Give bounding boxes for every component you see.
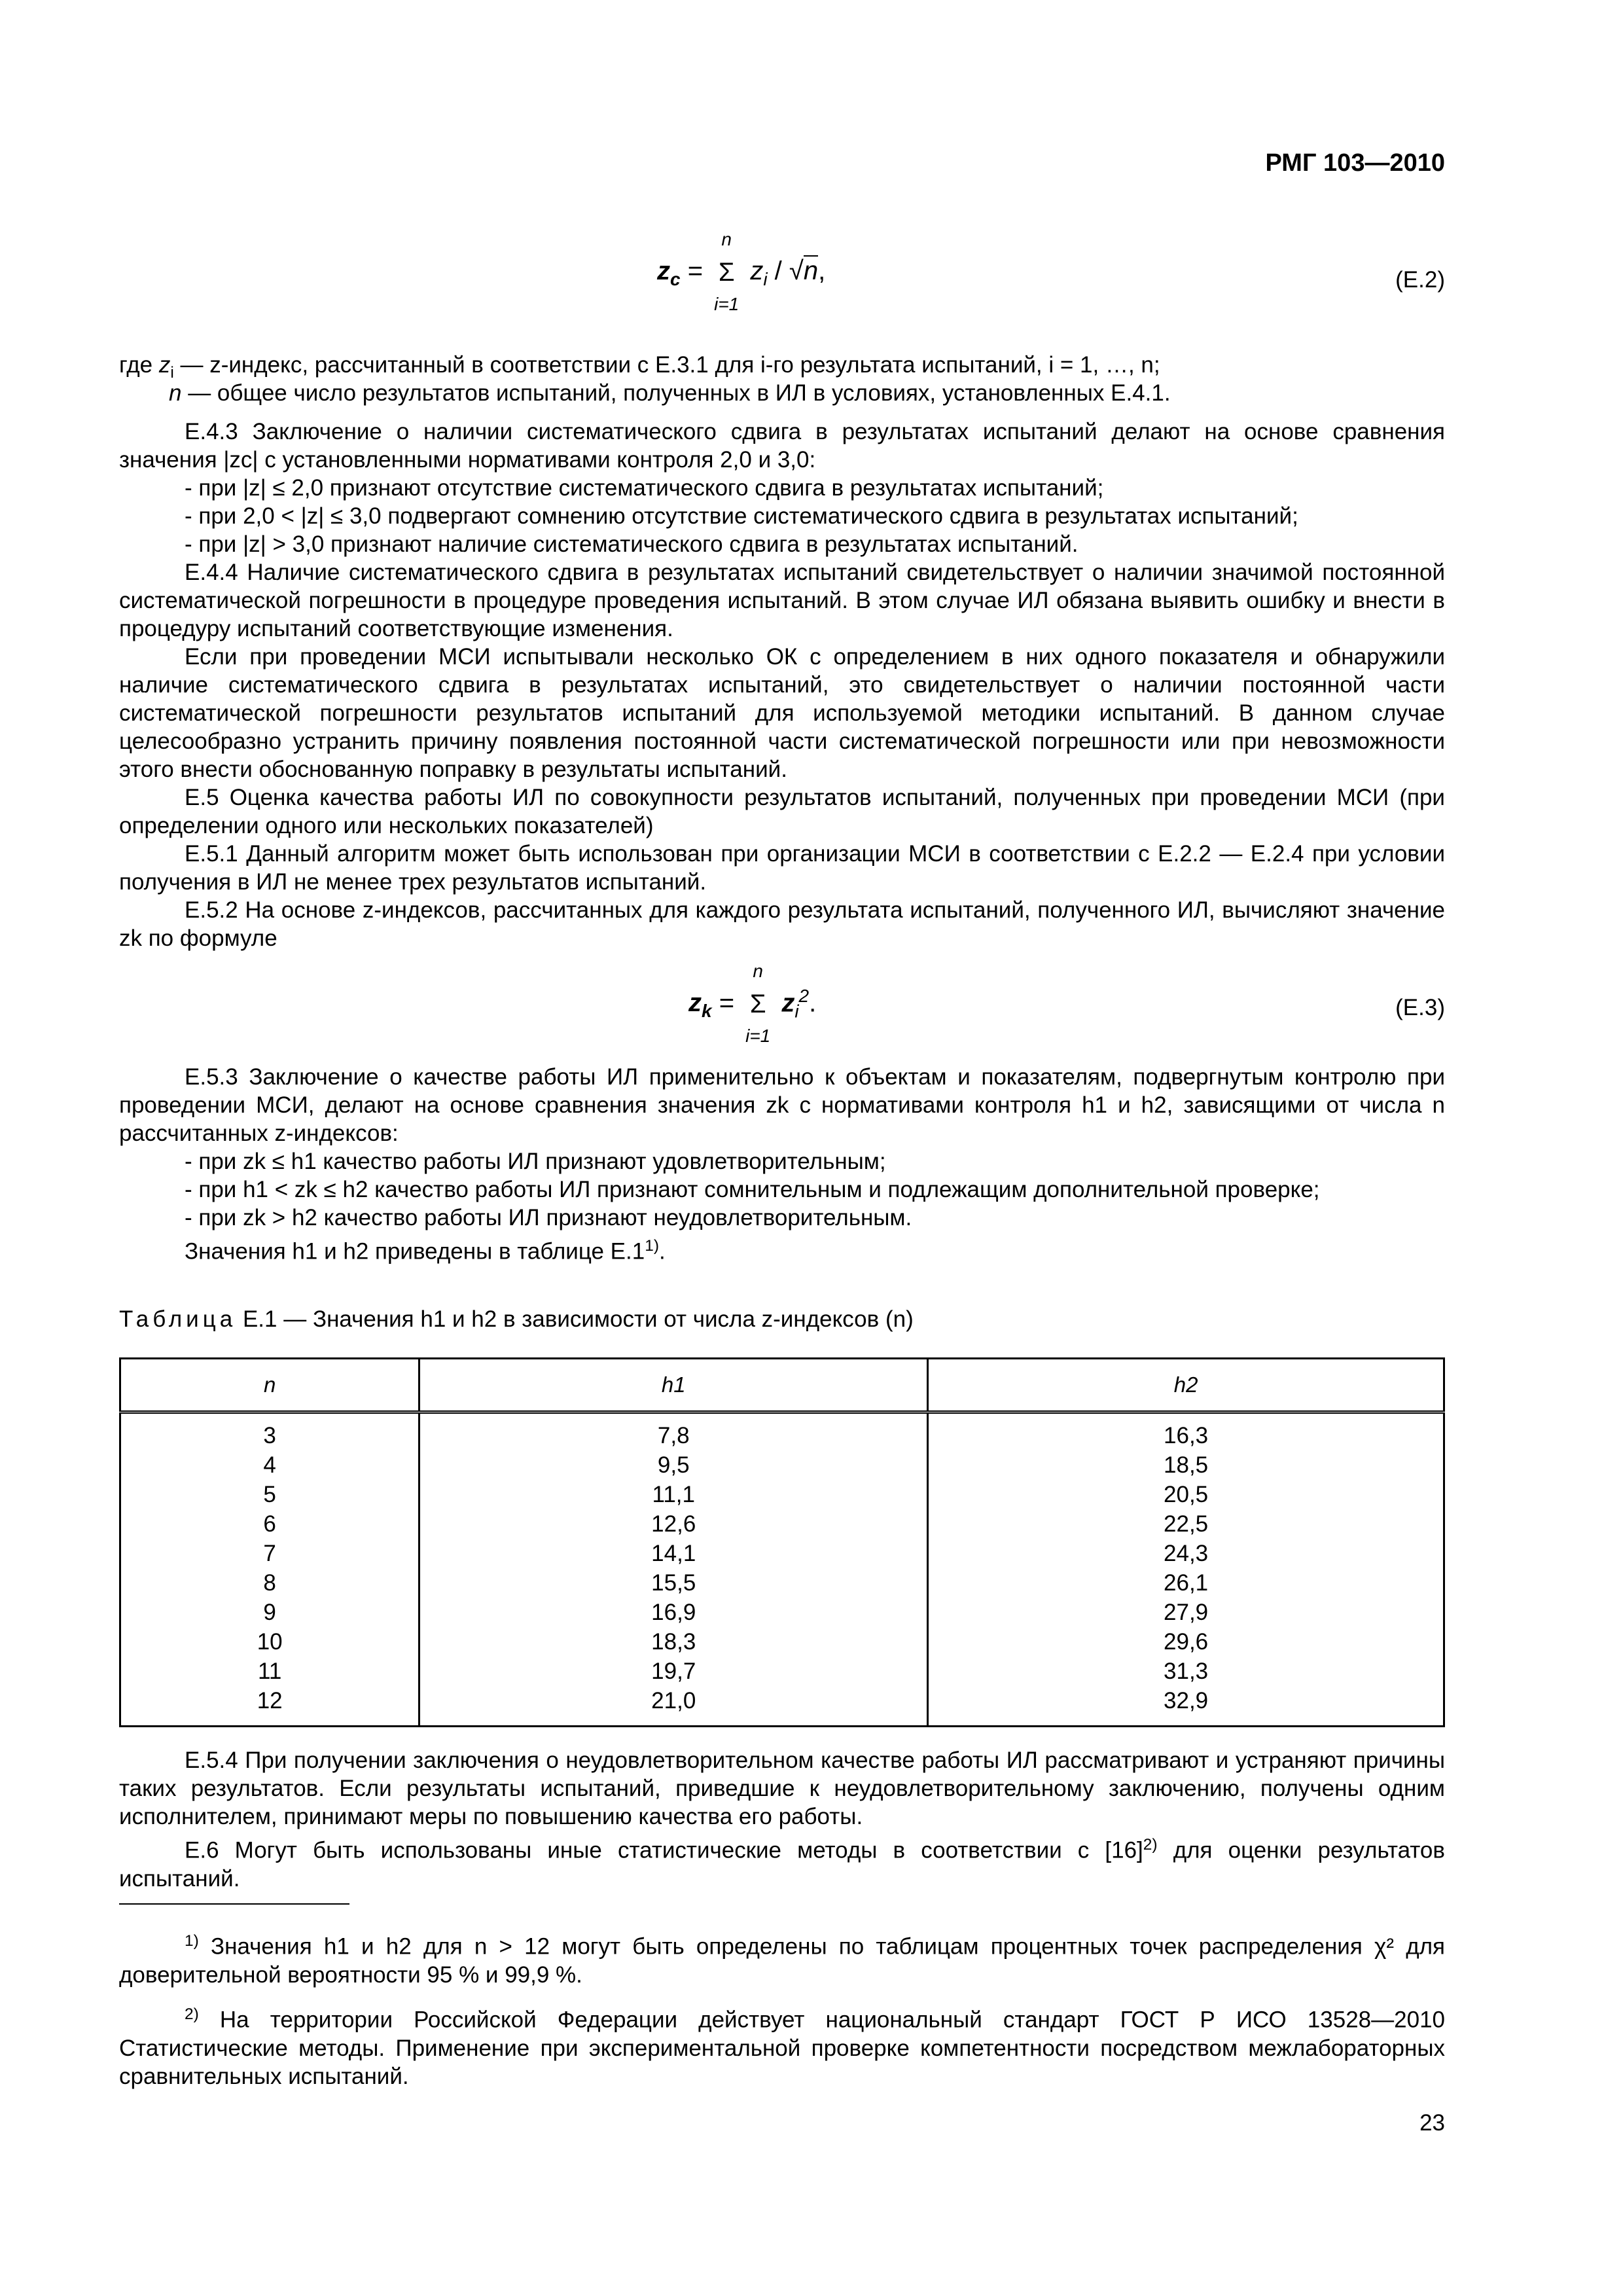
cell-n: 6 xyxy=(120,1509,419,1539)
cell-h2: 24,3 xyxy=(928,1539,1444,1568)
table-row xyxy=(120,1480,1444,1509)
cell-h1: 7,8 xyxy=(419,1412,928,1451)
cell-h1: 11,1 xyxy=(419,1480,928,1509)
cell-h1: 15,5 xyxy=(419,1568,928,1598)
table-row xyxy=(120,1598,1444,1627)
cell-n: 7 xyxy=(120,1539,419,1568)
cell-n: 8 xyxy=(120,1568,419,1598)
cell-h1: 16,9 xyxy=(419,1598,928,1627)
paragraph-e44: Е.4.4 Наличие систематического сдвига в результатах испытаний свидетельствует о наличии значимой постоянной систематической погрешности в процедуре проведения испытаний. В этом случае ИЛ обязана выявить ошибку и внести в процедуру испытаний соответствующие изменения. xyxy=(119,560,1445,641)
footnote-text-1: Значения h1 и h2 для n > 12 могут быть определены по таблицам процентных точек распределения χ² для доверительной вероятности 95 % и 99,9 %. xyxy=(119,1933,1445,1988)
paragraph-e43: Е.4.3 Заключение о наличии систематического сдвига в результатах испытаний делают на основе сравнения значения |zc| с установленными нормативами контроля 2,0 и 3,0: xyxy=(119,419,1445,473)
footnote-mark-2: 2) xyxy=(185,2005,199,2023)
formula-e3-number: (Е.3) xyxy=(1395,995,1445,1020)
formula-e3-sum-upper: n xyxy=(753,961,763,982)
footnote-mark-1: 1) xyxy=(185,1932,199,1950)
cell-n: 9 xyxy=(120,1598,419,1627)
formula-e2-tail: , xyxy=(818,257,826,285)
paragraph-e52: Е.5.2 На основе z-индексов, рассчитанных для каждого результата испытаний, полученного ИЛ, вычисляют значение zk по формуле xyxy=(119,897,1445,951)
column-header-h1: h1 xyxy=(419,1359,928,1412)
formula-e2-lhs-sub: c xyxy=(670,269,681,289)
formula-e3-sum-lower: i=1 xyxy=(745,1026,771,1047)
formula-e2-number: (Е.2) xyxy=(1395,267,1445,293)
formula-e2-body: z xyxy=(750,257,764,285)
cell-n: 4 xyxy=(120,1450,419,1480)
formula-e3-tail: . xyxy=(809,988,817,1018)
cell-h2: 22,5 xyxy=(928,1509,1444,1539)
cell-h2: 31,3 xyxy=(928,1657,1444,1686)
list-item: - при h1 < zk ≤ h2 качество работы ИЛ признают сомнительным и подлежащим дополнительной проверке; xyxy=(185,1177,1320,1202)
formula-e3-lhs-sub: k xyxy=(702,1001,712,1022)
cell-h1: 19,7 xyxy=(419,1657,928,1686)
footnote-text-2: На территории Российской Федерации действует национальный стандарт ГОСТ Р ИСО 13528—2010 Статистические методы. Применение при экспериментальной проверке компетентности посредством межлабораторных сравнительных испытаний. xyxy=(119,2007,1445,2089)
cell-h1: 9,5 xyxy=(419,1450,928,1480)
table-row xyxy=(120,1509,1444,1539)
table-row xyxy=(120,1412,1444,1451)
formula-e3-sum: n Σ i=1 xyxy=(741,990,774,1019)
table-row xyxy=(120,1539,1444,1568)
formula-e3-body-sup: 2 xyxy=(798,986,810,1006)
footnote-ref-1: 1) xyxy=(645,1237,660,1255)
list-item: - при |z| ≤ 2,0 признают отсутствие систематического сдвига в результатах испытаний; xyxy=(185,475,1104,501)
cell-n: 12 xyxy=(120,1686,419,1727)
cell-n: 10 xyxy=(120,1627,419,1657)
where-zi-definition: z-индекс, рассчитанный в соответствии с Е.3.1 для i-го результата испытаний, i = 1, …, n; xyxy=(209,352,1160,378)
formula-e3: $z_k$ = n Σ i=1 $z_i^2$. (Е.3) xyxy=(688,961,1445,1047)
cell-h1: 14,1 xyxy=(419,1539,928,1568)
where-symbol-zi: z xyxy=(158,352,171,378)
table-row xyxy=(120,1627,1444,1657)
formula-e3-body: z xyxy=(781,988,795,1018)
table-row xyxy=(120,1450,1444,1480)
where-n-definition: общее число результатов испытаний, полученных в ИЛ в условиях, установленных Е.4.1. xyxy=(217,380,1171,406)
footnote-divider xyxy=(119,1903,349,1905)
list-item: - при zk ≤ h1 качество работы ИЛ признают удовлетворительным; xyxy=(185,1149,886,1174)
standard-code: РМГ 103—2010 xyxy=(1265,149,1445,177)
paragraph-e51: Е.5.1 Данный алгоритм может быть использован при организации МСИ в соответствии с Е.2.2 — Е.2.4 при условии получения в ИЛ не менее трех результатов испытаний. xyxy=(119,841,1445,895)
cell-n: 11 xyxy=(120,1657,419,1686)
formula-e2-lhs: z xyxy=(657,257,670,285)
cell-n: 3 xyxy=(120,1412,419,1451)
table-header-row xyxy=(120,1359,1444,1412)
cell-h1: 12,6 xyxy=(419,1509,928,1539)
where-symbol-n: n xyxy=(169,380,182,406)
table-row xyxy=(120,1657,1444,1686)
list-item: - при 2,0 < |z| ≤ 3,0 подвергают сомнению отсутствие систематического сдвига в результатах испытаний; xyxy=(185,503,1298,529)
formula-e2-sum-upper: n xyxy=(721,228,732,249)
cell-h2: 32,9 xyxy=(928,1686,1444,1727)
paragraph-e53: Е.5.3 Заключение о качестве работы ИЛ применительно к объектам и показателям, подвергнутым контролю при проведении МСИ, делают на основе сравнения значения zk с нормативами контроля h1 и h2, зависящими от числа n рассчитанных z-индексов: xyxy=(119,1064,1445,1146)
page-number: 23 xyxy=(1419,2110,1445,2136)
table-caption-label: Таблица xyxy=(119,1306,237,1332)
formula-e3-body-sub: i xyxy=(794,1001,799,1022)
table-caption-text: Е.1 — Значения h1 и h2 в зависимости от числа z-индексов (n) xyxy=(236,1306,914,1332)
where-line-2: n — общее число результатов испытаний, полученных в ИЛ в условиях, установленных Е.4.1. xyxy=(169,380,1171,406)
column-header-h2: h2 xyxy=(928,1359,1444,1412)
cell-h2: 29,6 xyxy=(928,1627,1444,1657)
paragraph-e44-continued: Если при проведении МСИ испытывали несколько ОК с определением в них одного показателя и обнаружили наличие систематического сдвига в результатах испытаний, это свидетельствует о наличии постоянной части систематической погрешности результатов испытаний для используемой методики испытаний. В данном случае целесообразно устранить причину появления постоянной части систематической погрешности или при невозможности этого внести обоснованную поправку в результаты испытаний. xyxy=(119,644,1445,782)
table-reference-note: Значения h1 и h2 приведены в таблице Е.1$^{1)}$. xyxy=(185,1237,666,1265)
footnote-ref-2: 2) xyxy=(1143,1836,1158,1854)
formula-e2-sum: n Σ i=1 xyxy=(710,258,743,287)
formula-e2-sqrt: √ xyxy=(789,257,804,285)
cell-h2: 20,5 xyxy=(928,1480,1444,1509)
footnote-2 xyxy=(119,2000,1445,2090)
list-item: - при zk > h2 качество работы ИЛ признают неудовлетворительным. xyxy=(185,1205,912,1230)
formula-e2-div: / xyxy=(767,257,789,285)
cell-n: 5 xyxy=(120,1480,419,1509)
paragraph-e54: Е.5.4 При получении заключения о неудовлетворительном качестве работы ИЛ рассматривают и устраняют причины таких результатов. Если результаты испытаний, приведшие к неудовлетворительному заключению, получены одним исполнителем, принимают меры по повышению качества его работы. xyxy=(119,1748,1445,1829)
list-item: - при |z| > 3,0 признают наличие систематического сдвига в результатах испытаний. xyxy=(185,531,1079,557)
cell-h2: 27,9 xyxy=(928,1598,1444,1627)
formula-e2-sum-lower: i=1 xyxy=(714,293,740,314)
footnote-1 xyxy=(119,1927,1445,1989)
table-caption xyxy=(119,1306,914,1333)
cell-h2: 16,3 xyxy=(928,1412,1444,1451)
cell-h1: 21,0 xyxy=(419,1686,928,1727)
cell-h2: 18,5 xyxy=(928,1450,1444,1480)
formula-e2: $z_c$ = n Σ i=1 $z_i / √n$, (Е.2) xyxy=(657,228,1445,314)
column-header-n: n xyxy=(120,1359,419,1412)
formula-e3-lhs: z xyxy=(688,988,702,1018)
paragraph-e5: Е.5 Оценка качества работы ИЛ по совокупности результатов испытаний, полученных при проведении МСИ (при определении одного или нескольких показателей) xyxy=(119,785,1445,838)
where-line-1: где $z_i$ — z-индекс, рассчитанный в соответствии с Е.3.1 для i-го результата испытаний, i = 1, …, n; xyxy=(119,352,1160,382)
paragraph-e6: Е.6 Могут быть использованы иные статистические методы в соответствии с $[16]^{2)}$ для оценки результатов испытаний. xyxy=(119,1836,1445,1892)
cell-h2: 26,1 xyxy=(928,1568,1444,1598)
cell-h1: 18,3 xyxy=(419,1627,928,1657)
table-e1 xyxy=(119,1357,1445,1727)
table-row xyxy=(120,1568,1444,1598)
table-row xyxy=(120,1686,1444,1727)
formula-e2-sqrt-arg: n xyxy=(803,257,819,285)
formula-e2-body-sub: i xyxy=(763,269,768,289)
